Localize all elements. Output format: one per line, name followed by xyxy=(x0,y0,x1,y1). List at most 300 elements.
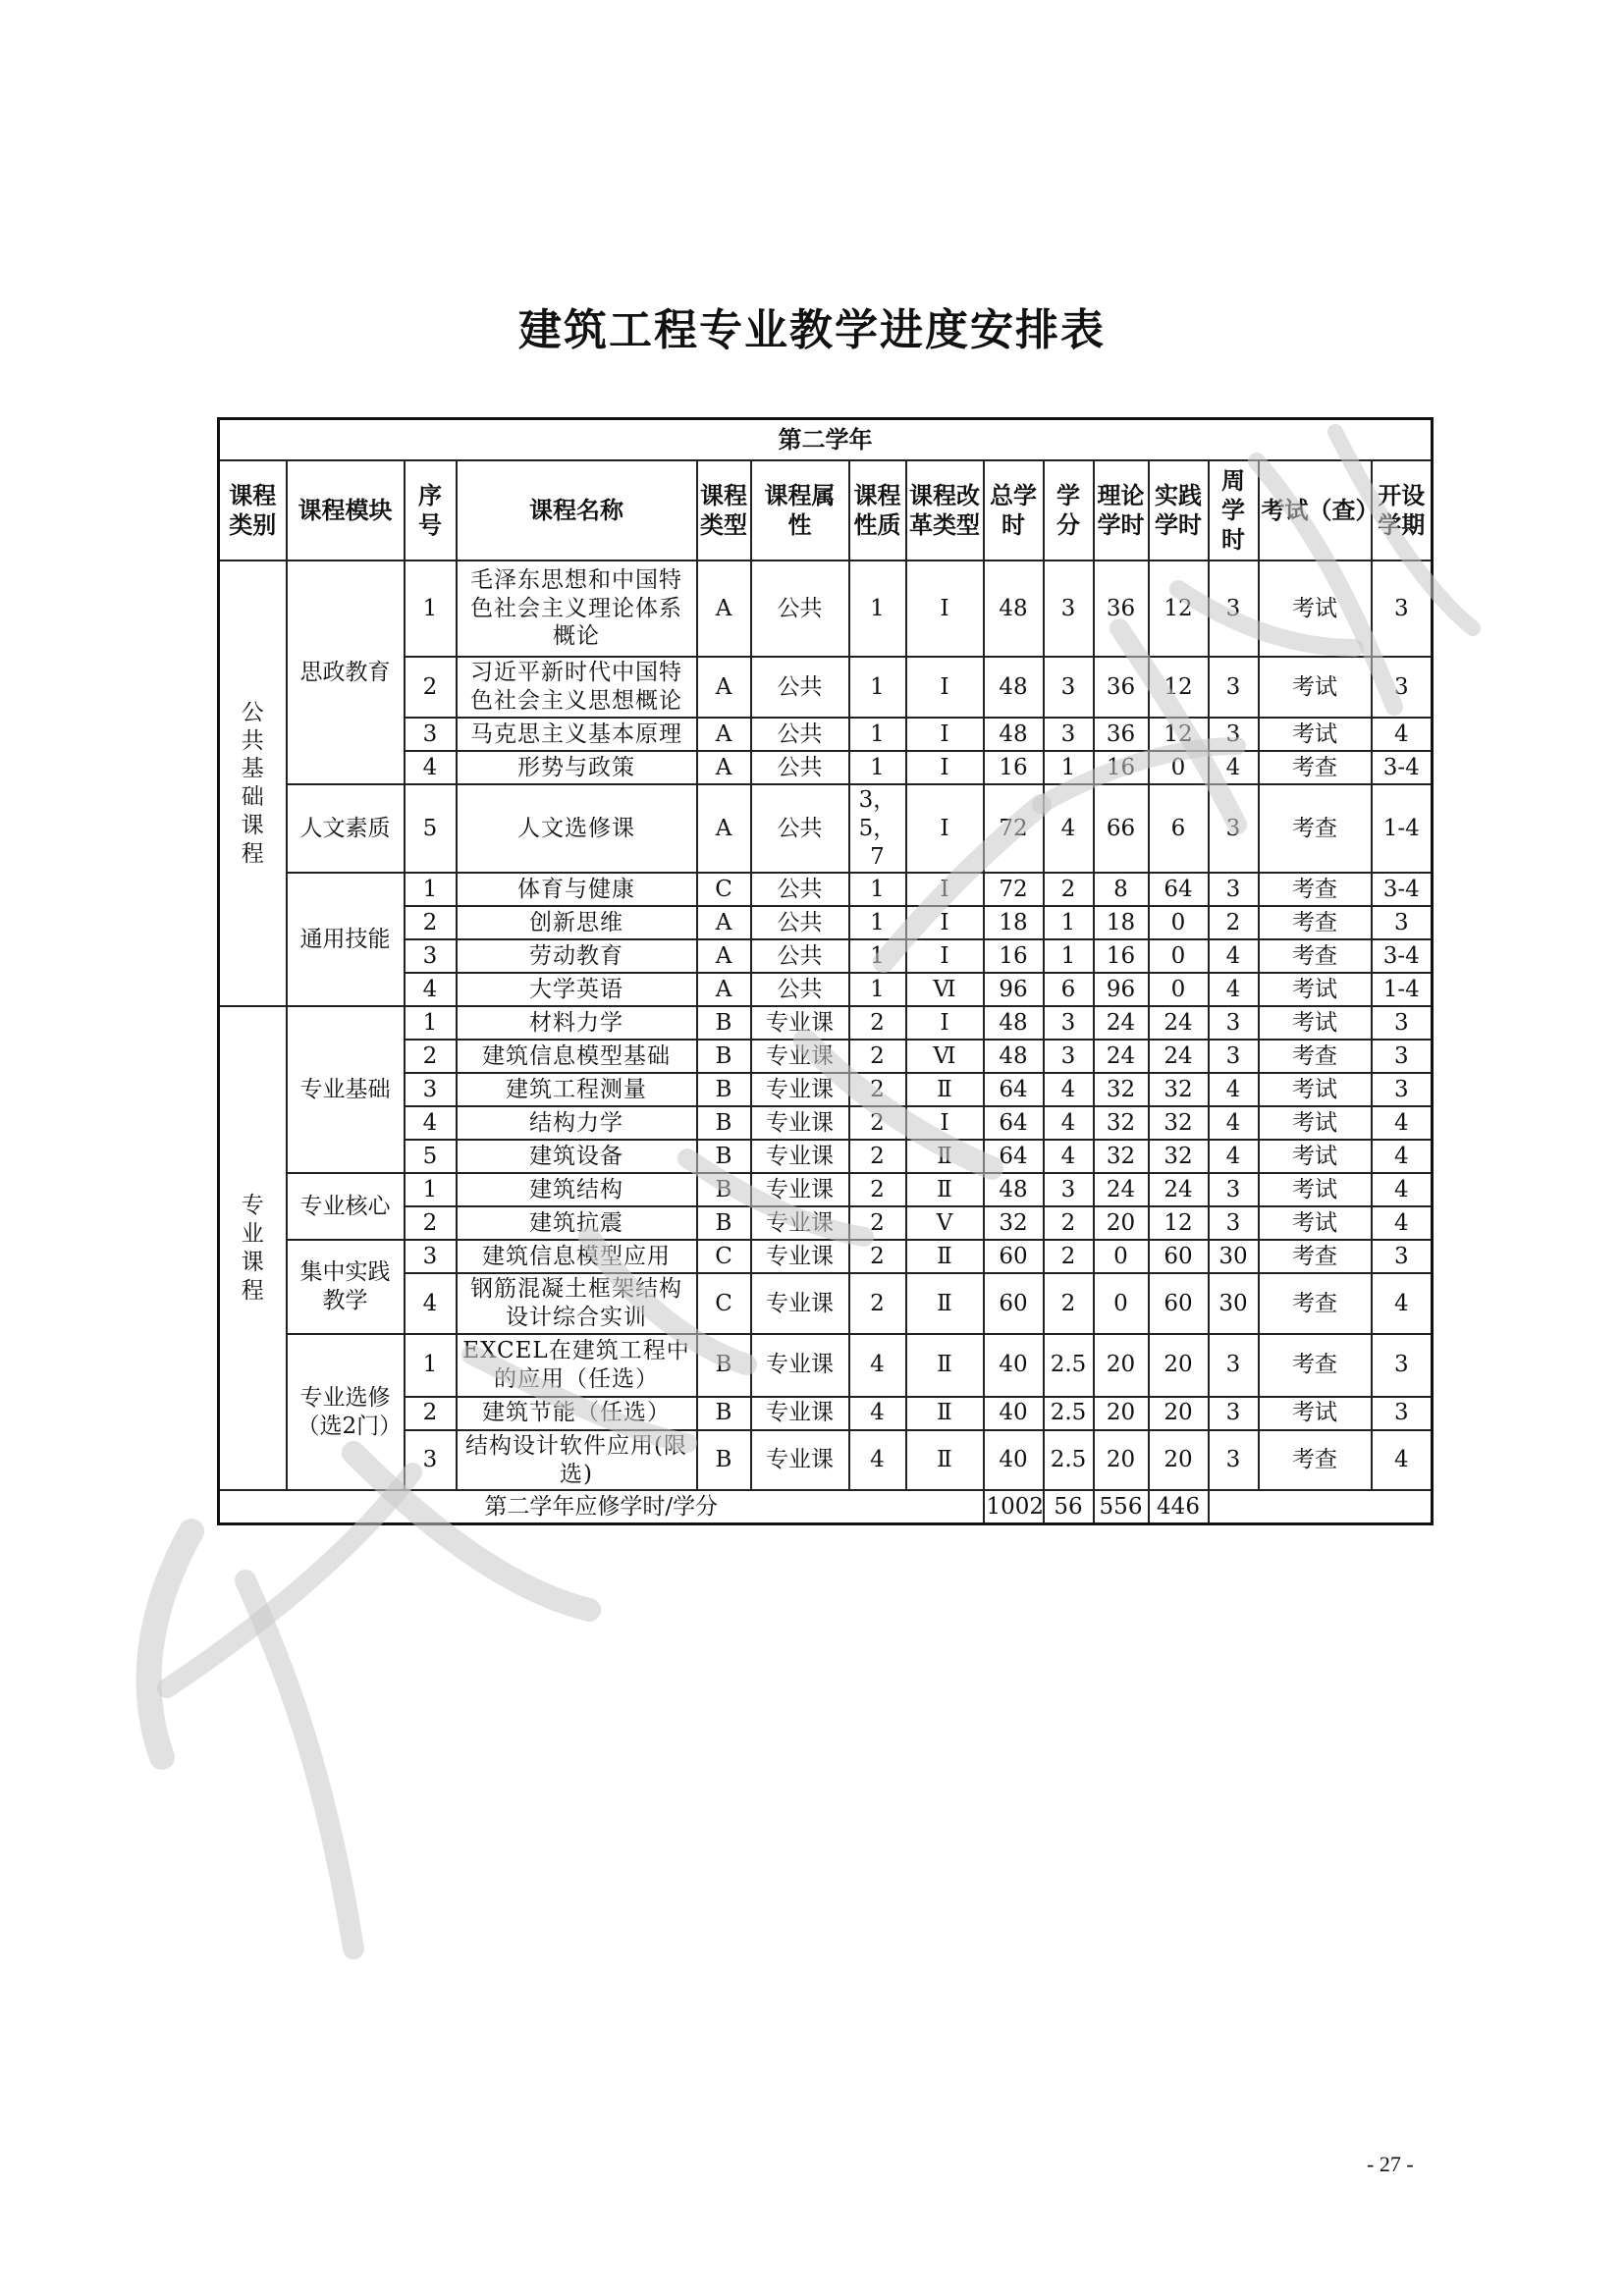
total-theory: 556 xyxy=(1094,1490,1149,1523)
nature-cell: 1 xyxy=(849,657,906,718)
nature-cell: 1 xyxy=(849,973,906,1006)
theory-cell: 20 xyxy=(1094,1334,1149,1397)
reform-cell: Ⅰ xyxy=(906,751,984,784)
theory-cell: 20 xyxy=(1094,1397,1149,1430)
course-name-cell: 结构设计软件应用(限选) xyxy=(457,1430,697,1491)
nature-cell: 2 xyxy=(849,1273,906,1334)
course-name-cell: 建筑信息模型应用 xyxy=(457,1240,697,1273)
nature-cell: 1 xyxy=(849,939,906,973)
attr-cell: 公共 xyxy=(751,784,849,873)
reform-cell: Ⅱ xyxy=(906,1140,984,1173)
hours-cell: 40 xyxy=(984,1430,1044,1491)
course-name-cell: 建筑节能（任选） xyxy=(457,1397,697,1430)
exam-cell: 考试 xyxy=(1259,718,1372,751)
credit-cell: 3 xyxy=(1044,561,1094,657)
course-name-cell: 建筑信息模型基础 xyxy=(457,1040,697,1073)
type-cell: A xyxy=(697,973,751,1006)
weekly-cell: 3 xyxy=(1209,657,1259,718)
course-name-cell: 劳动教育 xyxy=(457,939,697,973)
column-header: 课程类型 xyxy=(697,460,751,561)
credit-cell: 1 xyxy=(1044,939,1094,973)
type-cell: C xyxy=(697,1273,751,1334)
term-cell: 4 xyxy=(1372,1140,1433,1173)
weekly-cell: 2 xyxy=(1209,906,1259,939)
hours-cell: 96 xyxy=(984,973,1044,1006)
exam-cell: 考试 xyxy=(1259,1073,1372,1106)
term-cell: 4 xyxy=(1372,1206,1433,1240)
hours-cell: 64 xyxy=(984,1106,1044,1140)
theory-cell: 8 xyxy=(1094,873,1149,906)
practice-cell: 0 xyxy=(1149,973,1209,1006)
nature-cell: 2 xyxy=(849,1173,906,1206)
reform-cell: Ⅱ xyxy=(906,1334,984,1397)
table-row xyxy=(219,561,1433,657)
course-name-cell: 建筑工程测量 xyxy=(457,1073,697,1106)
practice-cell: 32 xyxy=(1149,1073,1209,1106)
exam-cell: 考查 xyxy=(1259,1240,1372,1273)
hours-cell: 32 xyxy=(984,1206,1044,1240)
hours-cell: 64 xyxy=(984,1140,1044,1173)
type-cell: C xyxy=(697,1240,751,1273)
term-cell: 1-4 xyxy=(1372,784,1433,873)
type-cell: A xyxy=(697,561,751,657)
theory-cell: 20 xyxy=(1094,1430,1149,1491)
theory-cell: 66 xyxy=(1094,784,1149,873)
seq-cell: 5 xyxy=(405,1140,457,1173)
term-cell: 3 xyxy=(1372,1073,1433,1106)
course-module-cell: 思政教育 xyxy=(287,561,405,784)
year-label: 第二学年 xyxy=(219,419,1433,461)
credit-cell: 2.5 xyxy=(1044,1430,1094,1491)
term-cell: 3 xyxy=(1372,1040,1433,1073)
theory-cell: 20 xyxy=(1094,1206,1149,1240)
attr-cell: 专业课 xyxy=(751,1173,849,1206)
term-cell: 4 xyxy=(1372,1106,1433,1140)
weekly-cell: 3 xyxy=(1209,784,1259,873)
reform-cell: Ⅰ xyxy=(906,1106,984,1140)
exam-cell: 考查 xyxy=(1259,873,1372,906)
nature-cell: 4 xyxy=(849,1430,906,1491)
nature-cell: 2 xyxy=(849,1206,906,1240)
reform-cell: Ⅱ xyxy=(906,1273,984,1334)
term-cell: 4 xyxy=(1372,1430,1433,1491)
reform-cell: Ⅰ xyxy=(906,939,984,973)
credit-cell: 1 xyxy=(1044,751,1094,784)
nature-cell: 1 xyxy=(849,561,906,657)
column-header: 课程性质 xyxy=(849,460,906,561)
nature-cell: 1 xyxy=(849,873,906,906)
weekly-cell: 3 xyxy=(1209,1006,1259,1040)
theory-cell: 32 xyxy=(1094,1106,1149,1140)
exam-cell: 考试 xyxy=(1259,1140,1372,1173)
theory-cell: 16 xyxy=(1094,751,1149,784)
term-cell: 3 xyxy=(1372,906,1433,939)
seq-cell: 1 xyxy=(405,1006,457,1040)
attr-cell: 公共 xyxy=(751,751,849,784)
type-cell: A xyxy=(697,718,751,751)
reform-cell: Ⅵ xyxy=(906,973,984,1006)
weekly-cell: 3 xyxy=(1209,718,1259,751)
seq-cell: 4 xyxy=(405,973,457,1006)
exam-cell: 考查 xyxy=(1259,1430,1372,1491)
practice-cell: 12 xyxy=(1149,657,1209,718)
practice-cell: 24 xyxy=(1149,1040,1209,1073)
weekly-cell: 4 xyxy=(1209,1106,1259,1140)
exam-cell: 考试 xyxy=(1259,1397,1372,1430)
practice-cell: 20 xyxy=(1149,1397,1209,1430)
seq-cell: 2 xyxy=(405,906,457,939)
credit-cell: 2 xyxy=(1044,1206,1094,1240)
attr-cell: 专业课 xyxy=(751,1397,849,1430)
practice-cell: 20 xyxy=(1149,1334,1209,1397)
course-name-cell: 创新思维 xyxy=(457,906,697,939)
type-cell: B xyxy=(697,1040,751,1073)
exam-cell: 考试 xyxy=(1259,1106,1372,1140)
practice-cell: 12 xyxy=(1149,1206,1209,1240)
theory-cell: 96 xyxy=(1094,973,1149,1006)
type-cell: C xyxy=(697,873,751,906)
hours-cell: 72 xyxy=(984,784,1044,873)
credit-cell: 2.5 xyxy=(1044,1397,1094,1430)
weekly-cell: 3 xyxy=(1209,1040,1259,1073)
practice-cell: 0 xyxy=(1149,906,1209,939)
course-module-cell: 专业核心 xyxy=(287,1173,405,1240)
type-cell: A xyxy=(697,751,751,784)
seq-cell: 2 xyxy=(405,657,457,718)
hours-cell: 64 xyxy=(984,1073,1044,1106)
course-name-cell: 马克思主义基本原理 xyxy=(457,718,697,751)
exam-cell: 考试 xyxy=(1259,1173,1372,1206)
hours-cell: 72 xyxy=(984,873,1044,906)
table-row xyxy=(219,1240,1433,1273)
nature-cell: 1 xyxy=(849,718,906,751)
seq-cell: 3 xyxy=(405,939,457,973)
seq-cell: 1 xyxy=(405,561,457,657)
attr-cell: 专业课 xyxy=(751,1140,849,1173)
total-row xyxy=(219,1490,1433,1523)
weekly-cell: 4 xyxy=(1209,973,1259,1006)
column-header: 课程改革类型 xyxy=(906,460,984,561)
theory-cell: 24 xyxy=(1094,1006,1149,1040)
practice-cell: 12 xyxy=(1149,718,1209,751)
column-header: 课程类别 xyxy=(219,460,287,561)
weekly-cell: 3 xyxy=(1209,1397,1259,1430)
exam-cell: 考试 xyxy=(1259,1006,1372,1040)
column-header: 序号 xyxy=(405,460,457,561)
column-header: 课程名称 xyxy=(457,460,697,561)
hours-cell: 48 xyxy=(984,1006,1044,1040)
nature-cell: 4 xyxy=(849,1334,906,1397)
course-name-cell: 形势与政策 xyxy=(457,751,697,784)
seq-cell: 3 xyxy=(405,1430,457,1491)
weekly-cell: 3 xyxy=(1209,1430,1259,1491)
reform-cell: Ⅱ xyxy=(906,1430,984,1491)
theory-cell: 36 xyxy=(1094,718,1149,751)
theory-cell: 16 xyxy=(1094,939,1149,973)
attr-cell: 公共 xyxy=(751,906,849,939)
course-name-cell: 材料力学 xyxy=(457,1006,697,1040)
type-cell: B xyxy=(697,1073,751,1106)
reform-cell: Ⅱ xyxy=(906,1240,984,1273)
course-name-cell: 建筑设备 xyxy=(457,1140,697,1173)
attr-cell: 公共 xyxy=(751,973,849,1006)
type-cell: B xyxy=(697,1334,751,1397)
theory-cell: 32 xyxy=(1094,1073,1149,1106)
course-name-cell: 建筑抗震 xyxy=(457,1206,697,1240)
attr-cell: 专业课 xyxy=(751,1206,849,1240)
theory-cell: 36 xyxy=(1094,657,1149,718)
column-header: 开设学期 xyxy=(1372,460,1433,561)
course-module-cell: 通用技能 xyxy=(287,873,405,1006)
weekly-cell: 4 xyxy=(1209,939,1259,973)
practice-cell: 60 xyxy=(1149,1240,1209,1273)
practice-cell: 12 xyxy=(1149,561,1209,657)
hours-cell: 48 xyxy=(984,718,1044,751)
attr-cell: 公共 xyxy=(751,873,849,906)
reform-cell: Ⅴ xyxy=(906,1206,984,1240)
hours-cell: 48 xyxy=(984,1173,1044,1206)
exam-cell: 考试 xyxy=(1259,561,1372,657)
attr-cell: 专业课 xyxy=(751,1006,849,1040)
practice-cell: 32 xyxy=(1149,1140,1209,1173)
credit-cell: 3 xyxy=(1044,1040,1094,1073)
course-name-cell: 毛泽东思想和中国特色社会主义理论体系概论 xyxy=(457,561,697,657)
attr-cell: 专业课 xyxy=(751,1106,849,1140)
column-header: 学分 xyxy=(1044,460,1094,561)
exam-cell: 考试 xyxy=(1259,657,1372,718)
nature-cell: 4 xyxy=(849,1397,906,1430)
course-module-cell: 专业基础 xyxy=(287,1006,405,1173)
weekly-cell: 3 xyxy=(1209,1334,1259,1397)
term-cell: 3 xyxy=(1372,657,1433,718)
reform-cell: Ⅱ xyxy=(906,1073,984,1106)
reform-cell: Ⅰ xyxy=(906,718,984,751)
credit-cell: 3 xyxy=(1044,1006,1094,1040)
theory-cell: 18 xyxy=(1094,906,1149,939)
attr-cell: 公共 xyxy=(751,657,849,718)
course-name-cell: 体育与健康 xyxy=(457,873,697,906)
exam-cell: 考查 xyxy=(1259,1273,1372,1334)
type-cell: B xyxy=(697,1006,751,1040)
total-credit: 56 xyxy=(1044,1490,1094,1523)
term-cell: 3 xyxy=(1372,561,1433,657)
attr-cell: 专业课 xyxy=(751,1073,849,1106)
reform-cell: Ⅰ xyxy=(906,784,984,873)
seq-cell: 1 xyxy=(405,1334,457,1397)
table-row xyxy=(219,784,1433,873)
nature-cell: 2 xyxy=(849,1006,906,1040)
seq-cell: 2 xyxy=(405,1397,457,1430)
course-module-cell: 人文素质 xyxy=(287,784,405,873)
column-header: 课程模块 xyxy=(287,460,405,561)
course-name-cell: 人文选修课 xyxy=(457,784,697,873)
hours-cell: 18 xyxy=(984,906,1044,939)
attr-cell: 公共 xyxy=(751,561,849,657)
term-cell: 3-4 xyxy=(1372,751,1433,784)
course-module-cell: 集中实践教学 xyxy=(287,1240,405,1334)
attr-cell: 公共 xyxy=(751,718,849,751)
nature-cell: 2 xyxy=(849,1073,906,1106)
attr-cell: 专业课 xyxy=(751,1040,849,1073)
credit-cell: 6 xyxy=(1044,973,1094,1006)
practice-cell: 32 xyxy=(1149,1106,1209,1140)
table-row xyxy=(219,1006,1433,1040)
table-row xyxy=(219,1173,1433,1206)
type-cell: A xyxy=(697,784,751,873)
credit-cell: 3 xyxy=(1044,657,1094,718)
total-hours: 1002 xyxy=(984,1490,1044,1523)
nature-cell: 2 xyxy=(849,1106,906,1140)
weekly-cell: 3 xyxy=(1209,1173,1259,1206)
column-header: 总学时 xyxy=(984,460,1044,561)
course-module-cell: 专业选修（选2门） xyxy=(287,1334,405,1491)
seq-cell: 4 xyxy=(405,1106,457,1140)
reform-cell: Ⅵ xyxy=(906,1040,984,1073)
reform-cell: Ⅰ xyxy=(906,1006,984,1040)
hours-cell: 48 xyxy=(984,1040,1044,1073)
course-name-cell: 结构力学 xyxy=(457,1106,697,1140)
seq-cell: 2 xyxy=(405,1040,457,1073)
hours-cell: 60 xyxy=(984,1240,1044,1273)
type-cell: B xyxy=(697,1430,751,1491)
attr-cell: 专业课 xyxy=(751,1430,849,1491)
seq-cell: 2 xyxy=(405,1206,457,1240)
nature-cell: 1 xyxy=(849,751,906,784)
term-cell: 3-4 xyxy=(1372,873,1433,906)
course-name-cell: 钢筋混凝土框架结构设计综合实训 xyxy=(457,1273,697,1334)
course-name-cell: 习近平新时代中国特色社会主义思想概论 xyxy=(457,657,697,718)
hours-cell: 40 xyxy=(984,1397,1044,1430)
column-header: 周学时 xyxy=(1209,460,1259,561)
term-cell: 3-4 xyxy=(1372,939,1433,973)
credit-cell: 1 xyxy=(1044,906,1094,939)
reform-cell: Ⅰ xyxy=(906,657,984,718)
course-name-cell: 大学英语 xyxy=(457,973,697,1006)
credit-cell: 2.5 xyxy=(1044,1334,1094,1397)
course-name-cell: 建筑结构 xyxy=(457,1173,697,1206)
type-cell: A xyxy=(697,906,751,939)
credit-cell: 2 xyxy=(1044,1273,1094,1334)
exam-cell: 考查 xyxy=(1259,906,1372,939)
seq-cell: 3 xyxy=(405,718,457,751)
type-cell: B xyxy=(697,1173,751,1206)
reform-cell: Ⅰ xyxy=(906,906,984,939)
attr-cell: 专业课 xyxy=(751,1334,849,1397)
course-name-cell: EXCEL在建筑工程中的应用（任选） xyxy=(457,1334,697,1397)
seq-cell: 4 xyxy=(405,1273,457,1334)
exam-cell: 考查 xyxy=(1259,751,1372,784)
course-category-cell: 公共基础课程 xyxy=(219,561,287,1006)
credit-cell: 4 xyxy=(1044,1106,1094,1140)
hours-cell: 48 xyxy=(984,657,1044,718)
theory-cell: 36 xyxy=(1094,561,1149,657)
nature-cell: 1 xyxy=(849,906,906,939)
seq-cell: 3 xyxy=(405,1073,457,1106)
type-cell: B xyxy=(697,1140,751,1173)
term-cell: 3 xyxy=(1372,1397,1433,1430)
credit-cell: 4 xyxy=(1044,784,1094,873)
term-cell: 4 xyxy=(1372,1173,1433,1206)
theory-cell: 0 xyxy=(1094,1273,1149,1334)
table-row xyxy=(219,873,1433,906)
nature-cell: 2 xyxy=(849,1040,906,1073)
practice-cell: 0 xyxy=(1149,751,1209,784)
schedule-table xyxy=(217,417,1434,1525)
theory-cell: 24 xyxy=(1094,1040,1149,1073)
term-cell: 3 xyxy=(1372,1334,1433,1397)
term-cell: 1-4 xyxy=(1372,973,1433,1006)
weekly-cell: 4 xyxy=(1209,1140,1259,1173)
hours-cell: 48 xyxy=(984,561,1044,657)
table-row xyxy=(219,1334,1433,1397)
practice-cell: 60 xyxy=(1149,1273,1209,1334)
practice-cell: 6 xyxy=(1149,784,1209,873)
page-number: - 27 - xyxy=(1367,2152,1414,2176)
credit-cell: 3 xyxy=(1044,1173,1094,1206)
nature-cell: 2 xyxy=(849,1240,906,1273)
seq-cell: 1 xyxy=(405,873,457,906)
seq-cell: 1 xyxy=(405,1173,457,1206)
practice-cell: 20 xyxy=(1149,1430,1209,1491)
type-cell: A xyxy=(697,657,751,718)
weekly-cell: 3 xyxy=(1209,873,1259,906)
weekly-cell: 4 xyxy=(1209,751,1259,784)
weekly-cell: 3 xyxy=(1209,561,1259,657)
term-cell: 4 xyxy=(1372,718,1433,751)
seq-cell: 5 xyxy=(405,784,457,873)
type-cell: B xyxy=(697,1397,751,1430)
hours-cell: 16 xyxy=(984,939,1044,973)
reform-cell: Ⅰ xyxy=(906,873,984,906)
nature-cell: 2 xyxy=(849,1140,906,1173)
exam-cell: 考查 xyxy=(1259,784,1372,873)
practice-cell: 24 xyxy=(1149,1173,1209,1206)
column-header: 考试（查） xyxy=(1259,460,1372,561)
term-cell: 3 xyxy=(1372,1006,1433,1040)
total-empty xyxy=(1209,1490,1433,1523)
reform-cell: Ⅱ xyxy=(906,1173,984,1206)
theory-cell: 0 xyxy=(1094,1240,1149,1273)
type-cell: B xyxy=(697,1206,751,1240)
reform-cell: Ⅰ xyxy=(906,561,984,657)
type-cell: A xyxy=(697,939,751,973)
attr-cell: 专业课 xyxy=(751,1273,849,1334)
seq-cell: 4 xyxy=(405,751,457,784)
hours-cell: 60 xyxy=(984,1273,1044,1334)
nature-cell: 3，5，7 xyxy=(849,784,906,873)
column-header: 课程属性 xyxy=(751,460,849,561)
credit-cell: 3 xyxy=(1044,718,1094,751)
total-practice: 446 xyxy=(1149,1490,1209,1523)
exam-cell: 考查 xyxy=(1259,939,1372,973)
exam-cell: 考查 xyxy=(1259,1334,1372,1397)
credit-cell: 2 xyxy=(1044,873,1094,906)
credit-cell: 2 xyxy=(1044,1240,1094,1273)
exam-cell: 考试 xyxy=(1259,973,1372,1006)
weekly-cell: 3 xyxy=(1209,1206,1259,1240)
hours-cell: 16 xyxy=(984,751,1044,784)
practice-cell: 24 xyxy=(1149,1006,1209,1040)
theory-cell: 32 xyxy=(1094,1140,1149,1173)
weekly-cell: 30 xyxy=(1209,1273,1259,1334)
attr-cell: 专业课 xyxy=(751,1240,849,1273)
theory-cell: 24 xyxy=(1094,1173,1149,1206)
page-title: 建筑工程专业教学进度安排表 xyxy=(518,305,1106,355)
hours-cell: 40 xyxy=(984,1334,1044,1397)
exam-cell: 考查 xyxy=(1259,1040,1372,1073)
term-cell: 3 xyxy=(1372,1240,1433,1273)
term-cell: 4 xyxy=(1372,1273,1433,1334)
